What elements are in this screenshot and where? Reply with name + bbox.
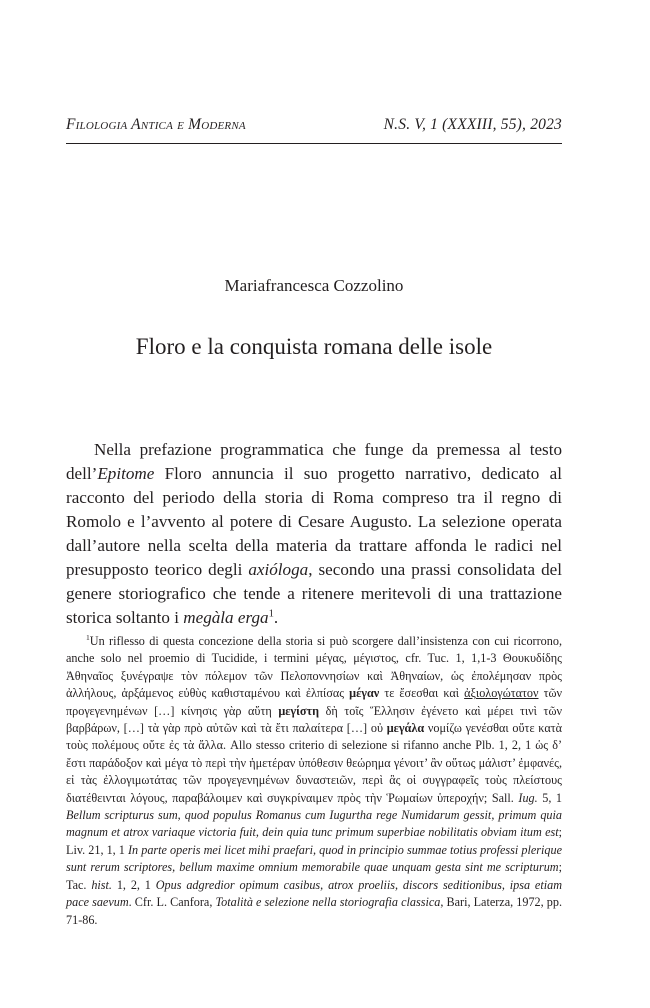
- footnote-underlined: ἀξιολογώτατον: [464, 686, 539, 701]
- footnote-italic: Opus adgredior opimum casibus, atrox proeliis, discors seditionibus, ipsa etiam pace saevum: [66, 877, 562, 910]
- footnote-bold: μεγίστη: [278, 703, 320, 718]
- journal-name: Filologia Antica e Moderna: [66, 116, 246, 133]
- footnote-italic: Bellum scripturus sum, quod populus Romanus cum Iugurtha rege Numidarum gessit, primum quia magnum et atrox variaque victoria fuit, dein quia tunc primum superbiae nobilitatis obviam itum est: [66, 808, 562, 840]
- footnote-italic: Iug.: [518, 790, 538, 805]
- footnote-text: νομίζω γενέσθαι οὔτε κατὰ τοὺς πολέμους οὔτε ἐς τὰ ἄλλα. Allo stesso criterio di selezione si rifanno anche Plb. 1, 2, 1 ὡς δ’ ἔστι παράδοξον καὶ μέγα τὸ περὶ τὴν ἡμετέραν ὑπόθεσιν θεώρημα γένοιτ’ ἂν οὕτως μάλιστ’ ἐμφανές, εἰ τὰς ἐλλογιμωτάτας τῶν προγεγενημένων δυναστειῶν, περὶ ἃς οἱ συγγραφεῖς τοὺς πλείστους διατέθεινται λόγους, παραβάλοιμεν καὶ συγκρίναιμεν πρὸς τὴν Ῥωμαίων ὑπεροχήν; Sall.: [66, 721, 563, 805]
- body-text-segment: , secondo una prassi consolidata del genere storiografico che tende a ritenere meritevoli di una trattazione storica soltanto i: [66, 560, 562, 627]
- footnote-text: ; Tac.: [66, 860, 562, 892]
- footnote-text: . Cfr. L. Canfora,: [128, 895, 216, 910]
- footnote-mark: 1: [86, 632, 90, 642]
- header-rule: [66, 143, 562, 144]
- footnote-reference: 1: [268, 608, 274, 620]
- body-italic-megala-erga: megàla erga: [183, 608, 269, 627]
- footnote-text: τῶν προγεγενημένων […] κίνησις γὰρ αὕτη: [66, 686, 562, 718]
- footnote-italic: Totalità e selezione nella storiografia classica: [215, 895, 441, 910]
- article-title: Floro e la conquista romana delle isole: [135, 334, 493, 359]
- footnote-italic: In parte operis mei licet mihi praefari, quod in principio summae totius professi plerique sunt rerum scriptores, bellum maxime omnium memorabile quae unquam gesta sint me scripturum: [66, 842, 562, 875]
- body-paragraph: [66, 438, 562, 630]
- body-text-segment: Nella prefazione programmatica che funge da premessa al testo dell’: [66, 440, 562, 483]
- footnote-bold: μεγάλα: [386, 721, 425, 736]
- footnote-text: τε ἔσεσθαι καὶ: [379, 686, 465, 701]
- footnote-text: , Bari, Laterza, 1972, pp. 71-86.: [66, 895, 562, 927]
- footnote-bold: μέγαν: [349, 686, 380, 701]
- footnote-italic: hist.: [91, 877, 112, 892]
- footnote-text: ; Liv. 21, 1, 1: [66, 825, 562, 857]
- footnote-text: Un riflesso di questa concezione della storia si può scorgere dall’insistenza con cui ricorrono, anche solo nel proemio di Tucidide, i termini μέγας, μέγιστος, cfr. Tuc. 1, 1,1-3 Θουκυδίδης Ἀθηναῖος ξυνέγραψε τὸν πόλεμον τῶν Πελοποννησίων καὶ Ἀθηναίων, ὡς ἐπολέμησαν πρὸς ἀλλήλους, ἀρξάμενος εὐθὺς καθισταμένου καὶ ἐλπίσας: [66, 634, 562, 701]
- footnote-text: 5, 1: [537, 790, 562, 805]
- footnote-1: [66, 633, 562, 929]
- body-text-segment: Floro annuncia il suo progetto narrativo, dedicato al racconto del periodo della storia di Roma compreso tra il regno di Romolo e l’avvento al potere di Cesare Augusto. La selezione operata dall’autore nella scelta della materia da trattare affonda le radici nel presupposto teorico degli: [66, 464, 562, 579]
- body-italic-epitome: Epitome: [97, 464, 155, 483]
- body-italic-axiologa: axiólogа: [248, 560, 309, 579]
- footnote-text: δὴ τοῖς Ἕλλησιν ἐγένετο καὶ μέρει τινὶ τῶν βαρβάρων, […] τὰ γὰρ πρὸ αὐτῶν καὶ τὰ ἔτι παλαίτερα […] οὐ: [66, 703, 562, 736]
- body-text-segment: .: [273, 608, 279, 627]
- article-author: Mariafrancesca Cozzolino: [224, 276, 404, 295]
- footnote-text: 1, 2, 1: [111, 877, 156, 892]
- issue-info: N.S. V, 1 (XXXIII, 55), 2023: [383, 116, 562, 133]
- running-head: [66, 116, 562, 134]
